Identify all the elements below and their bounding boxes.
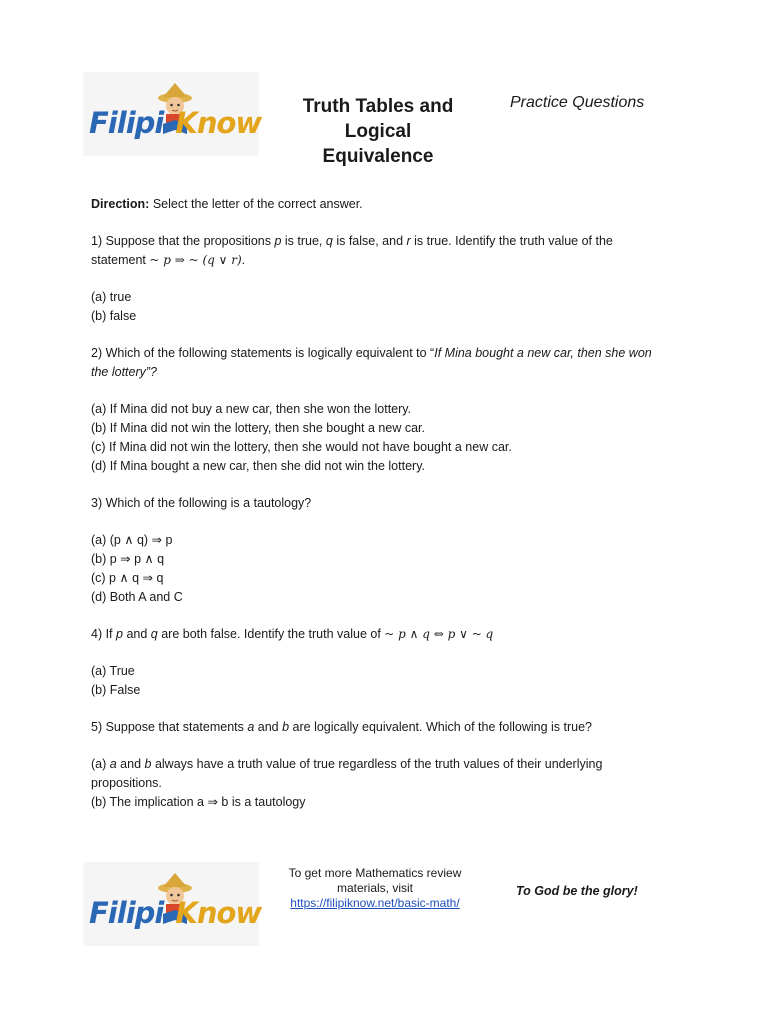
- title-line-1: Truth Tables and: [302, 96, 454, 117]
- q1-text-2: is true,: [281, 234, 326, 248]
- q1-option-b[interactable]: (b) false: [91, 309, 137, 323]
- q5-var-a: a: [247, 720, 255, 734]
- footer-logo: [83, 862, 262, 946]
- q5-option-b[interactable]: (b) The implication a ⇒ b is a tautology: [91, 795, 306, 809]
- q2-end: ”?: [145, 365, 158, 379]
- q5-a-var-b: b: [144, 757, 152, 771]
- q1-options: [91, 288, 671, 326]
- q5-text-1: 5) Suppose that statements: [91, 720, 248, 734]
- question-3: 3) Which of the following is a tautology?: [91, 496, 312, 510]
- q1-var-r: r: [406, 234, 411, 248]
- q5-text-2: and: [254, 720, 283, 734]
- q5-a-mid: and: [116, 757, 145, 771]
- footer-line-1: To get more Mathematics review: [288, 866, 462, 880]
- page-subtitle: Practice Questions: [510, 94, 645, 111]
- q5-options: [91, 755, 671, 812]
- q3-options: [91, 531, 671, 607]
- question-2: [91, 344, 671, 382]
- question-4: [91, 625, 671, 644]
- question-5: [91, 718, 671, 737]
- q4-text-1: 4) If: [91, 627, 117, 641]
- q5-text-3: are logically equivalent. Which of the following is true?: [289, 720, 592, 734]
- q2-options: [91, 400, 671, 476]
- q4-option-b[interactable]: (b) False: [91, 683, 141, 697]
- q1-var-q: q: [325, 234, 333, 248]
- title-line-2: Logical: [344, 121, 412, 142]
- filipiknow-logo: [83, 72, 262, 156]
- footer-logo-wordmark: Filipi Know: [89, 896, 262, 930]
- q2-option-c[interactable]: (c) If Mina did not win the lottery, then she would not have bought a new car.: [91, 440, 512, 454]
- q5-option-a[interactable]: [91, 755, 671, 793]
- q5-a-prefix: (a): [91, 757, 110, 771]
- q4-text-2: and: [122, 627, 151, 641]
- q1-text-4: is true. Identify the truth value of the statement: [91, 234, 613, 267]
- q1-text-1: 1) Suppose that the propositions: [91, 234, 275, 248]
- direction-text: Select the letter of the correct answer.: [149, 197, 363, 211]
- q2-quote: If Mina bought a new car, then she won the lottery: [91, 346, 652, 379]
- q3-option-b[interactable]: (b) p ⇒ p ∧ q: [91, 552, 165, 566]
- q1-var-p: p: [274, 234, 282, 248]
- q4-text-3: are both false. Identify the truth value of: [157, 627, 385, 641]
- footer-line-2: materials, visit: [336, 881, 413, 895]
- q2-option-b[interactable]: (b) If Mina did not win the lottery, then she bought a new car.: [91, 421, 425, 435]
- q1-option-a[interactable]: (a) true: [91, 290, 132, 304]
- q5-var-b: b: [282, 720, 290, 734]
- footer-promo: [275, 866, 475, 911]
- q3-option-d[interactable]: (d) Both A and C: [91, 590, 183, 604]
- q3-option-a[interactable]: (a) (p ∧ q) ⇒ p: [91, 533, 173, 547]
- q2-option-a[interactable]: (a) If Mina did not buy a new car, then she won the lottery.: [91, 402, 412, 416]
- q1-expression: ~ p ⇒ ~ (q ∨ r): [149, 253, 242, 267]
- q4-var-q: q: [150, 627, 158, 641]
- q4-option-a[interactable]: (a) True: [91, 664, 135, 678]
- q4-options: [91, 662, 671, 700]
- q2-text: 2) Which of the following statements is logically equivalent to “: [91, 346, 435, 360]
- direction: [91, 195, 671, 214]
- q5-a-rest: always have a truth value of true regardless of the truth values of their underlying propositions.: [91, 757, 603, 790]
- question-1: [91, 232, 671, 270]
- q1-text-3: is false, and: [332, 234, 407, 248]
- q3-option-c[interactable]: (c) p ∧ q ⇒ q: [91, 571, 164, 585]
- q4-expression: ~ p ∧ q ⇔ p ∨ ~ q: [384, 627, 494, 641]
- logo-wordmark: Filipi Know: [89, 106, 262, 140]
- direction-label: Direction:: [91, 197, 150, 211]
- footer-link[interactable]: https://filipiknow.net/basic-math/: [290, 896, 460, 910]
- title-line-3: Equivalence: [322, 146, 434, 167]
- page-title: [286, 94, 470, 169]
- footer-tagline: To God be the glory!: [516, 884, 638, 898]
- q5-a-var-a: a: [109, 757, 117, 771]
- questions-body: [91, 195, 671, 830]
- q2-option-d[interactable]: (d) If Mina bought a new car, then she did not win the lottery.: [91, 459, 425, 473]
- q1-end: .: [241, 253, 246, 267]
- q4-var-p: p: [116, 627, 123, 641]
